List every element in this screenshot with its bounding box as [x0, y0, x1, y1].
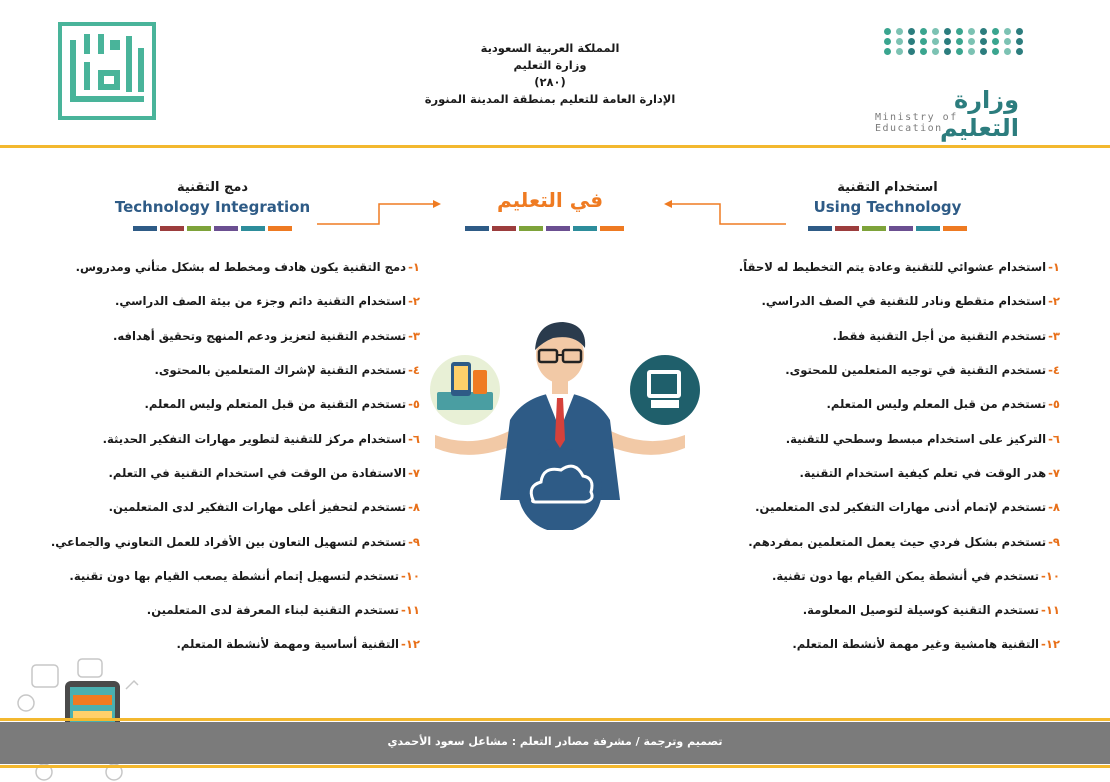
using-list-item — [680, 456, 1060, 490]
ministry-name-ar: وزارة التعليم — [940, 86, 1019, 142]
using-item-text: تستخدم من قبل المعلم وليس المتعلم. — [826, 397, 1047, 412]
using-item-number: ١٠- — [1041, 568, 1060, 583]
integration-item-number: ٦- — [408, 431, 420, 446]
integration-title-en: Technology Integration — [114, 198, 311, 216]
integration-item-text: التقنية أساسية ومهمة لأنشطة المتعلم. — [176, 637, 400, 652]
using-item-number: ٢- — [1048, 294, 1060, 309]
using-item-number: ٥- — [1048, 397, 1060, 412]
using-item-text: تستخدم التقنية في توجيه المتعلمين للمحتوى. — [785, 363, 1047, 378]
integration-item-number: ٢- — [408, 294, 420, 309]
header-text — [330, 40, 770, 108]
using-item-text: تستخدم التقنية كوسيلة لتوصيل المعلومة. — [802, 603, 1040, 618]
using-list-item — [680, 284, 1060, 318]
footer-credit: تصميم وترجمة / مشرفة مصادر التعلم : مشاعل سعود الأحمدي — [387, 735, 723, 748]
using-item-text: تستخدم التقنية من أجل التقنية فقط. — [832, 328, 1047, 343]
integration-list-item — [40, 456, 420, 490]
ministry-logo-dot — [1004, 28, 1011, 35]
ministry-logo-dot — [956, 38, 963, 45]
using-item-number: ٧- — [1048, 465, 1060, 480]
integration-item-text: تستخدم لتحفيز أعلى مهارات التفكير لدى المتعلمين. — [108, 500, 407, 515]
integration-item-text: تستخدم التقنية من قبل المتعلم وليس المعلم. — [144, 397, 407, 412]
ministry-logo-dot — [968, 28, 975, 35]
ministry-logo-dot — [884, 38, 891, 45]
ministry-logo-dot — [932, 48, 939, 55]
integration-item-number: ٧- — [408, 465, 420, 480]
integration-item-number: ٤- — [408, 363, 420, 378]
using-list — [680, 250, 1060, 662]
integration-item-number: ١١- — [401, 603, 420, 618]
integration-list-item — [40, 353, 420, 387]
header-line-code: (٢٨٠) — [534, 75, 566, 89]
footer-bottom-line — [0, 765, 1110, 768]
integration-list-item — [40, 387, 420, 421]
ministry-logo-dot — [956, 28, 963, 35]
using-item-number: ٣- — [1048, 328, 1060, 343]
ministry-logo-dot — [896, 28, 903, 35]
ministry-logo-dot — [896, 48, 903, 55]
arrow-to-center-left-icon — [315, 196, 465, 226]
ministry-logo-dot — [980, 48, 987, 55]
using-list-item — [680, 250, 1060, 284]
integration-list-item — [40, 250, 420, 284]
ministry-logo-dot — [1016, 28, 1023, 35]
integration-list-item — [40, 319, 420, 353]
ministry-logo-dot — [968, 48, 975, 55]
using-list-item — [680, 421, 1060, 455]
header-line-country: المملكة العربية السعودية — [480, 41, 620, 55]
integration-item-number: ٣- — [408, 328, 420, 343]
using-item-text: تستخدم لإتمام أدنى مهارات التفكير لدى المتعلمين. — [755, 500, 1047, 515]
ministry-logo-dot — [932, 28, 939, 35]
ministry-name-en: Ministry of Education — [875, 112, 958, 134]
integration-item-text: دمج التقنية يكون هادف ومخطط له بشكل متأني ومدروس. — [75, 260, 407, 275]
ministry-logo-dot — [896, 38, 903, 45]
integration-list-item — [40, 421, 420, 455]
integration-list-item — [40, 593, 420, 627]
integration-list-item — [40, 559, 420, 593]
integration-item-text: تستخدم التقنية لإشراك المتعلمين بالمحتوى. — [154, 363, 407, 378]
teacher-illustration-icon — [415, 300, 705, 530]
ministry-logo-dot — [944, 48, 951, 55]
ministry-logo-dot — [908, 28, 915, 35]
using-item-text: تستخدم بشكل فردي حيث يعمل المتعلمين بمفردهم. — [748, 534, 1047, 549]
integration-list — [40, 250, 420, 662]
ministry-logo-dot — [992, 48, 999, 55]
integration-list-item — [40, 524, 420, 558]
using-item-number: ٦- — [1048, 431, 1060, 446]
header-line-ministry: وزارة التعليم — [513, 58, 587, 72]
integration-item-number: ٩- — [408, 534, 420, 549]
using-item-number: ٨- — [1048, 500, 1060, 515]
using-item-text: استخدام متقطع ونادر للتقنية في الصف الدراسي. — [761, 294, 1047, 309]
integration-heading — [110, 180, 315, 231]
integration-item-text: استخدام مركز للتقنية لتطوير مهارات التفكير الحديثة. — [102, 431, 407, 446]
ministry-logo-dot — [884, 28, 891, 35]
using-item-text: استخدام عشوائي للتقنية وعادة يتم التخطيط له لاحقاً. — [738, 260, 1047, 275]
using-item-text: تستخدم في أنشطة يمكن القيام بها دون تقنية. — [772, 568, 1040, 583]
footer-top-line — [0, 718, 1110, 721]
using-list-item — [680, 353, 1060, 387]
ministry-logo-dot — [1004, 38, 1011, 45]
using-list-item — [680, 627, 1060, 661]
ministry-logo-dot — [944, 28, 951, 35]
using-item-number: ٤- — [1048, 363, 1060, 378]
using-list-item — [680, 593, 1060, 627]
using-title-en: Using Technology — [813, 198, 962, 216]
integration-list-item — [40, 284, 420, 318]
header-line-department: الإدارة العامة للتعليم بمنطقة المدينة المنورة — [424, 92, 676, 106]
integration-item-number: ١٢- — [401, 637, 420, 652]
integration-item-number: ٨- — [408, 500, 420, 515]
integration-item-number: ٥- — [408, 397, 420, 412]
ministry-logo-dot — [908, 38, 915, 45]
ministry-logo — [875, 28, 1025, 142]
ministry-logo-dot — [944, 38, 951, 45]
using-item-text: هدر الوقت في تعلم كيفية استخدام التقنية. — [799, 465, 1047, 480]
ministry-logo-dot — [920, 48, 927, 55]
tech-logo — [58, 22, 156, 120]
integration-title-ar: دمج التقنية — [176, 180, 249, 195]
using-item-text: التركيز على استخدام مبسط وسطحي للتقنية. — [785, 431, 1047, 446]
using-list-item — [680, 559, 1060, 593]
integration-item-text: تستخدم لتسهيل التعاون بين الأفراد للعمل التعاوني والجماعي. — [50, 534, 407, 549]
center-title: في التعليم — [496, 188, 604, 212]
ministry-logo-dot — [956, 48, 963, 55]
using-item-number: ١٢- — [1041, 637, 1060, 652]
integration-item-text: تستخدم التقنية لتعزيز ودعم المنهج وتحقيق أهدافه. — [112, 328, 407, 343]
header-divider — [0, 145, 1110, 148]
integration-item-number: ١٠- — [401, 568, 420, 583]
arrow-to-center-right-icon — [660, 196, 790, 226]
using-item-number: ١- — [1048, 260, 1060, 275]
ministry-logo-dot — [1016, 38, 1023, 45]
integration-list-item — [40, 490, 420, 524]
integration-item-text: استخدام التقنية دائم وجزء من بيئة الصف الدراسي. — [115, 294, 407, 309]
ministry-logo-dot — [920, 28, 927, 35]
using-title-ar: استخدام التقنية — [837, 180, 938, 195]
ministry-logo-dot — [968, 38, 975, 45]
integration-item-number: ١- — [408, 260, 420, 275]
ministry-logo-dot — [908, 48, 915, 55]
using-item-number: ١١- — [1041, 603, 1060, 618]
using-heading — [785, 180, 990, 231]
ministry-logo-dot — [884, 48, 891, 55]
using-color-stripe — [785, 226, 990, 231]
using-item-text: التقنية هامشية وغير مهمة لأنشطة المتعلم. — [792, 637, 1040, 652]
using-list-item — [680, 490, 1060, 524]
ministry-logo-dot — [1004, 48, 1011, 55]
ministry-logo-dots-icon — [875, 28, 1025, 55]
using-list-item — [680, 387, 1060, 421]
integration-item-text: الاستفادة من الوقت في استخدام التقنية في التعلم. — [108, 465, 407, 480]
integration-item-text: تستخدم التقنية لبناء المعرفة لدى المتعلمين. — [146, 603, 400, 618]
ministry-logo-dot — [932, 38, 939, 45]
center-color-stripe — [465, 226, 624, 231]
ministry-logo-dot — [1016, 48, 1023, 55]
ministry-logo-dot — [920, 38, 927, 45]
using-item-number: ٩- — [1048, 534, 1060, 549]
integration-item-text: تستخدم لتسهيل إتمام أنشطة يصعب القيام بها دون تقنية. — [69, 568, 400, 583]
ministry-logo-dot — [980, 38, 987, 45]
tech-logo-icon — [62, 26, 152, 116]
using-list-item — [680, 319, 1060, 353]
ministry-logo-dot — [992, 38, 999, 45]
ministry-logo-dot — [992, 28, 999, 35]
using-list-item — [680, 524, 1060, 558]
ministry-logo-dot — [980, 28, 987, 35]
integration-color-stripe — [110, 226, 315, 231]
